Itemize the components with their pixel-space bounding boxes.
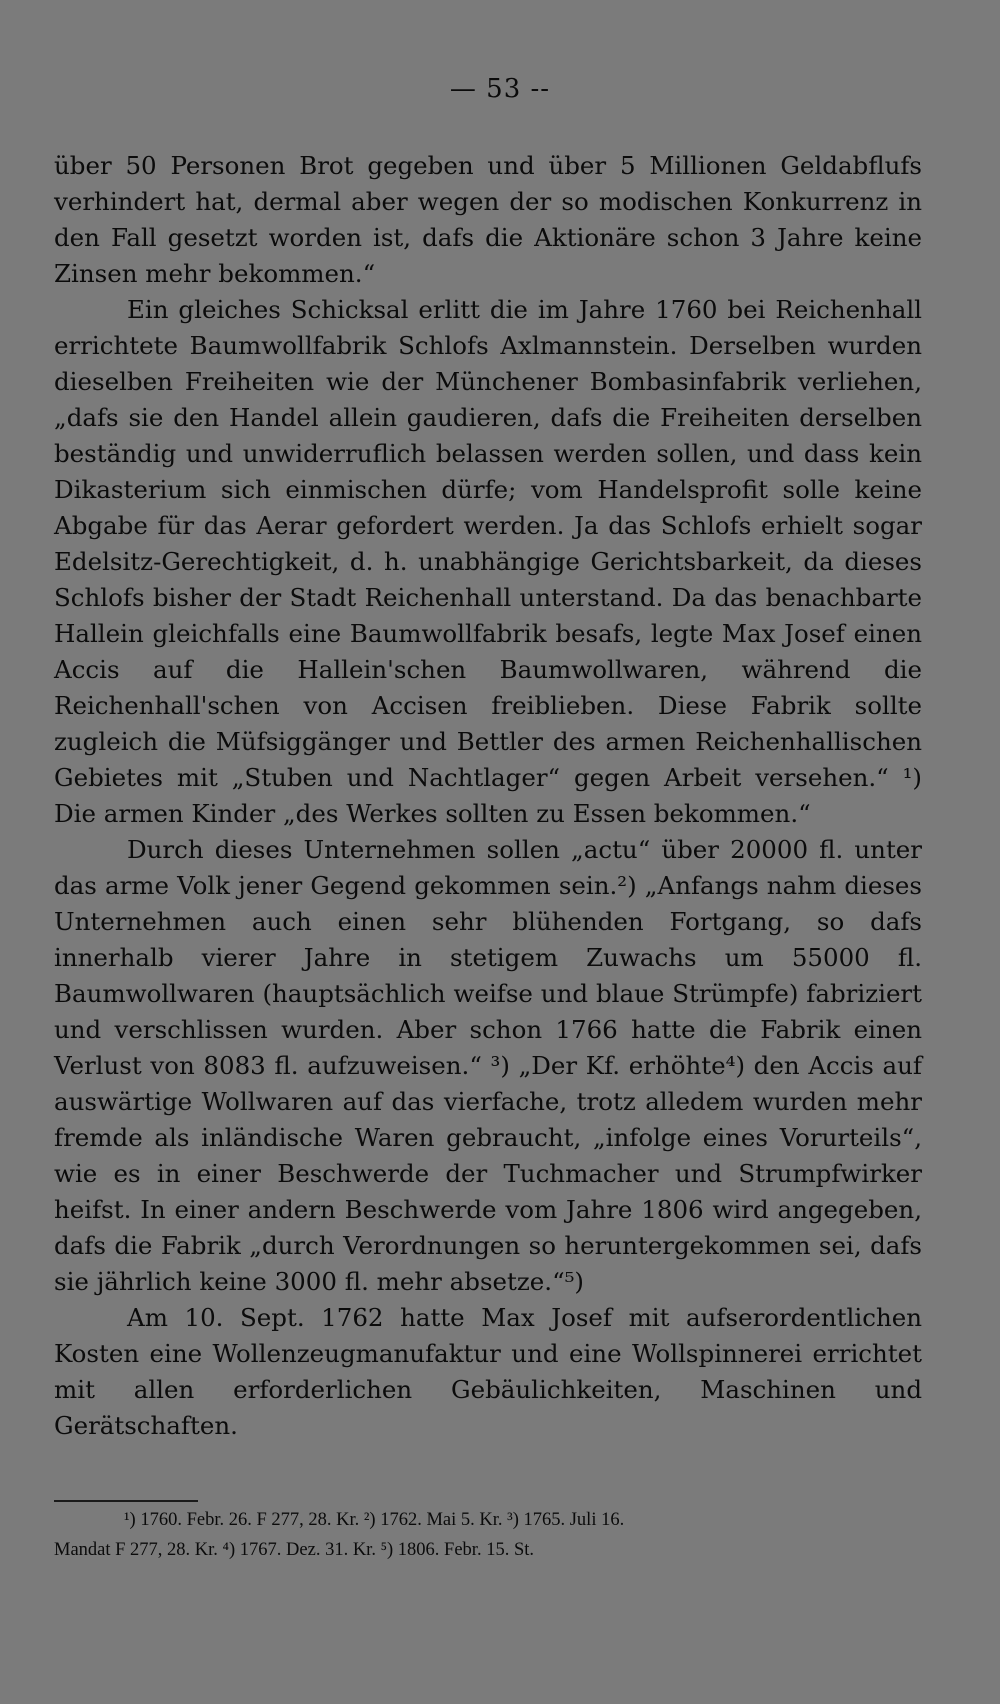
paragraph: Durch dieses Unternehmen sollen „actu“ über 20000 fl. unter das arme Volk jener Gegend gekommen sein.²) „Anfangs nahm dieses Unternehmen auch einen sehr blühenden Fortgang, so dafs innerhalb vierer Jahre in stetigem Zuwachs um 55000 fl. Baumwollwaren (hauptsächlich weifse und blaue Strümpfe) fabriziert und verschlissen wurden. Aber schon 1766 hatte die Fabrik einen Verlust von 8083 fl. aufzuweisen.“ ³) „Der Kf. erhöhte⁴) den Accis auf auswärtige Wollwaren auf das vierfache, trotz alledem wurden mehr fremde als inländische Waren gebraucht, „infolge eines Vorurteils“, wie es in einer Beschwerde der Tuchmacher und Strumpfwirker heifst. In einer andern Beschwerde vom Jahre 1806 wird angegeben, dafs die Fabrik „durch Verordnungen so heruntergekommen sei, dafs sie jährlich keine 3000 fl. mehr absetze.“⁵) [54, 835, 922, 1296]
page-number: — 53 -- [449, 74, 551, 104]
paragraph: Ein gleiches Schicksal erlitt die im Jahre 1760 bei Reichenhall errichtete Baumwollfabrik Schlofs Axlmannstein. Derselben wurden dieselben Freiheiten wie der Münchener Bombasinfabrik verliehen, „dafs sie den Handel allein gaudieren, dafs die Freiheiten derselben beständig und unwiderruflich belassen werden sollen, und dass kein Dikasterium sich einmischen dürfe; vom Handelsprofit solle keine Abgabe für das Aerar gefordert werden. Ja das Schlofs erhielt sogar Edelsitz-Gerechtigkeit, d. h. unabhängige Gerichtsbarkeit, da dieses Schlofs bisher der Stadt Reichenhall unterstand. Da das benachbarte Hallein gleichfalls eine Baumwollfabrik besafs, legte Max Josef einen Accis auf die Hallein'schen Baumwollwaren, während die Reichenhall'schen von Accisen freiblieben. Diese Fabrik sollte zugleich die Müfsiggänger und Bettler des armen Reichenhallischen Gebietes mit „Stuben und Nachtlager“ gegen Arbeit versehen.“ ¹) Die armen Kinder „des Werkes sollten zu Essen bekommen.“ [54, 295, 922, 828]
footnotes [54, 1505, 924, 1565]
body-text [54, 148, 922, 1444]
paragraph: Am 10. Sept. 1762 hatte Max Josef mit aufserordentlichen Kosten eine Wollenzeugmanufaktur und eine Wollspinnerei errichtet mit allen erforderlichen Gebäulichkeiten, Maschinen und Gerätschaften. [54, 1303, 922, 1440]
paragraph: über 50 Personen Brot gegeben und über 5 Millionen Geldabflufs verhindert hat, dermal aber wegen der so modischen Konkurrenz in den Fall gesetzt worden ist, dafs die Aktionäre schon 3 Jahre keine Zinsen mehr bekommen.“ [54, 151, 922, 288]
footnote-line: ¹) 1760. Febr. 26. F 277, 28. Kr. ²) 1762. Mai 5. Kr. ³) 1765. Juli 16. [124, 1510, 625, 1530]
footnote-line: Mandat F 277, 28. Kr. ⁴) 1767. Dez. 31. Kr. ⁵) 1806. Febr. 15. St. [54, 1540, 534, 1560]
footnote-divider [54, 1500, 198, 1502]
